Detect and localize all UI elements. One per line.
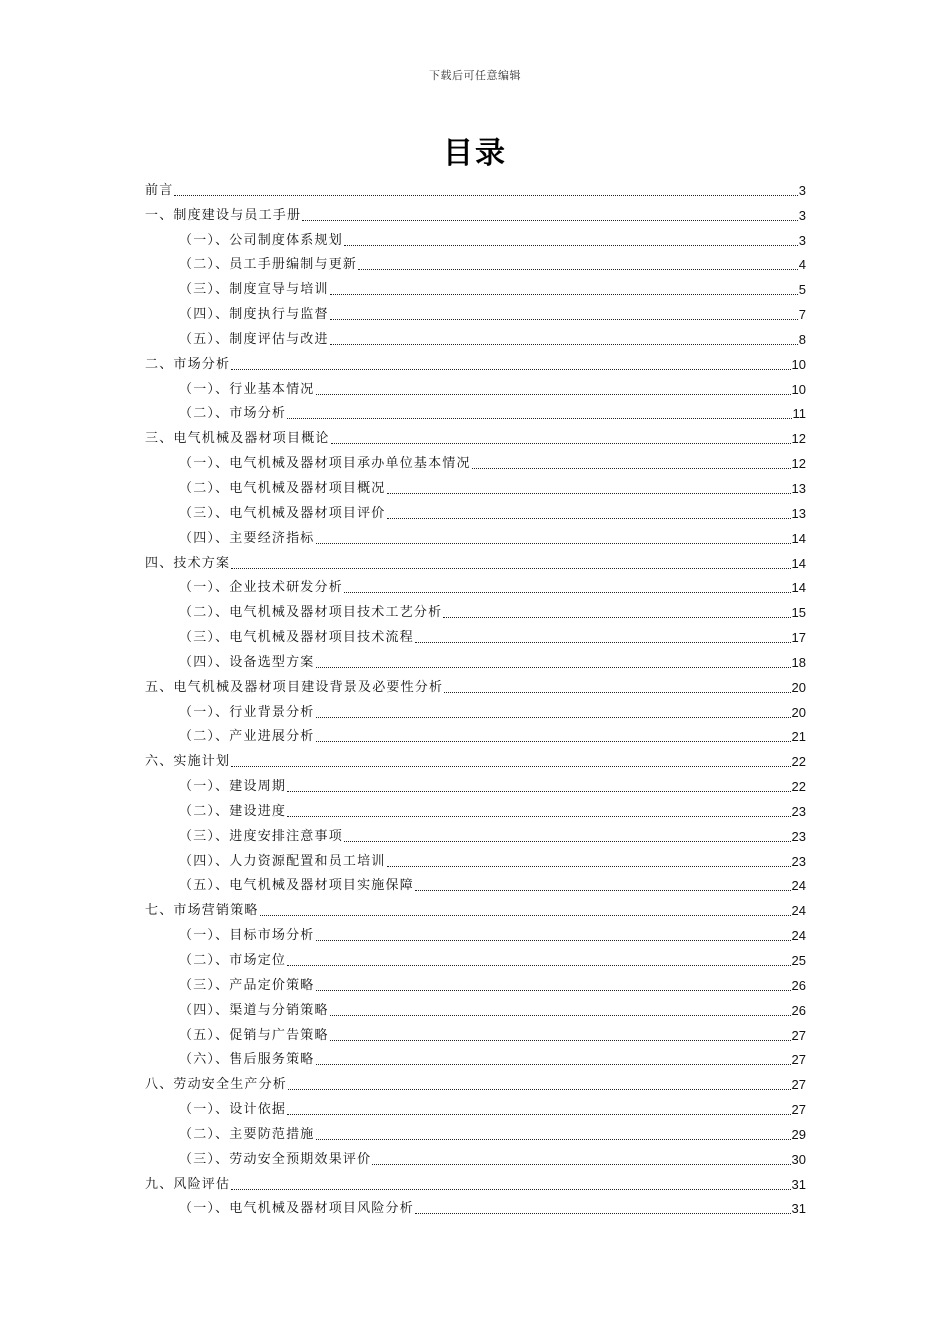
toc-entry-label: （二）、员工手册编制与更新 xyxy=(179,257,358,273)
toc-page-number: 20 xyxy=(791,679,806,695)
toc-page-number: 23 xyxy=(791,853,806,869)
toc-dot-leader xyxy=(231,1189,790,1190)
toc-entry-label: （三）、产品定价策略 xyxy=(179,977,315,993)
toc-entry-label: （四）、制度执行与监督 xyxy=(179,307,329,323)
toc-dot-leader xyxy=(444,692,790,693)
toc-dot-leader xyxy=(372,1164,790,1165)
toc-chapter-entry[interactable] xyxy=(145,746,806,771)
toc-chapter-entry[interactable] xyxy=(145,200,806,225)
toc-dot-leader xyxy=(330,1040,791,1041)
toc-chapter-entry[interactable] xyxy=(145,1069,806,1094)
toc-section-entry[interactable] xyxy=(145,995,806,1020)
toc-page-number: 12 xyxy=(791,431,806,447)
toc-dot-leader xyxy=(316,717,791,718)
toc-entry-label: 三、电气机械及器材项目概论 xyxy=(145,431,330,447)
toc-dot-leader xyxy=(472,468,791,469)
toc-entry-label: （三）、电气机械及器材项目评价 xyxy=(179,505,386,521)
toc-dot-leader xyxy=(287,965,790,966)
toc-entry-label: （一）、电气机械及器材项目风险分析 xyxy=(179,1201,414,1217)
toc-page-number: 10 xyxy=(791,356,806,372)
toc-page-number: 5 xyxy=(798,282,806,298)
toc-page-number: 29 xyxy=(791,1126,806,1142)
page-title: 目录 xyxy=(443,136,507,171)
toc-section-entry[interactable] xyxy=(145,597,806,622)
toc-dot-leader xyxy=(344,592,791,593)
toc-chapter-entry[interactable] xyxy=(145,1169,806,1194)
toc-dot-leader xyxy=(415,890,791,891)
toc-section-entry[interactable] xyxy=(145,399,806,424)
toc-entry-label: （二）、电气机械及器材项目概况 xyxy=(179,480,386,496)
toc-page-number: 21 xyxy=(791,729,806,745)
toc-page-number: 30 xyxy=(791,1151,806,1167)
toc-entry-label: （三）、电气机械及器材项目技术流程 xyxy=(179,630,414,646)
toc-section-entry[interactable] xyxy=(145,1194,806,1219)
toc-entry-label: 二、市场分析 xyxy=(145,356,231,372)
toc-section-entry[interactable] xyxy=(145,1020,806,1045)
toc-entry-label: （二）、主要防范措施 xyxy=(179,1126,315,1142)
toc-page-number: 24 xyxy=(791,903,806,919)
toc-page-number: 7 xyxy=(798,307,806,323)
toc-section-entry[interactable] xyxy=(145,945,806,970)
toc-page-number: 14 xyxy=(791,530,806,546)
toc-entry-label: （一）、设计依据 xyxy=(179,1102,287,1118)
toc-section-entry[interactable] xyxy=(145,1119,806,1144)
toc-page-number: 15 xyxy=(791,605,806,621)
toc-section-entry[interactable] xyxy=(145,274,806,299)
toc-section-entry[interactable] xyxy=(145,523,806,548)
toc-dot-leader xyxy=(287,1114,790,1115)
toc-entry-label: 四、技术方案 xyxy=(145,555,231,571)
toc-dot-leader xyxy=(316,990,791,991)
toc-section-entry[interactable] xyxy=(145,796,806,821)
toc-entry-label: 一、制度建设与员工手册 xyxy=(145,207,302,223)
toc-page-number: 24 xyxy=(791,878,806,894)
toc-dot-leader xyxy=(415,642,791,643)
toc-entry-label: （二）、建设进度 xyxy=(179,803,287,819)
toc-page-number: 18 xyxy=(791,654,806,670)
toc-dot-leader xyxy=(330,294,798,295)
toc-entry-label: （五）、电气机械及器材项目实施保障 xyxy=(179,878,414,894)
header-note: 下载后可任意编辑 xyxy=(429,69,521,82)
toc-entry-label: （一）、目标市场分析 xyxy=(179,928,315,944)
toc-dot-leader xyxy=(330,319,798,320)
toc-dot-leader xyxy=(443,617,790,618)
toc-page-number: 3 xyxy=(798,232,806,248)
toc-page-number: 24 xyxy=(791,928,806,944)
toc-entry-label: （二）、产业进展分析 xyxy=(179,729,315,745)
toc-dot-leader xyxy=(287,791,790,792)
toc-dot-leader xyxy=(316,741,791,742)
toc-dot-leader xyxy=(231,568,790,569)
toc-section-entry[interactable] xyxy=(145,771,806,796)
toc-page-number: 23 xyxy=(791,803,806,819)
toc-section-entry[interactable] xyxy=(145,448,806,473)
toc-page-number: 3 xyxy=(798,182,806,198)
toc-entry-label: （六）、售后服务策略 xyxy=(179,1052,315,1068)
toc-page-number: 14 xyxy=(791,580,806,596)
toc-entry-label: 前言 xyxy=(145,182,174,198)
toc-page-number: 13 xyxy=(791,480,806,496)
toc-section-entry[interactable] xyxy=(145,1094,806,1119)
toc-section-entry[interactable] xyxy=(145,920,806,945)
toc-entry-label: （四）、主要经济指标 xyxy=(179,530,315,546)
toc-entry-label: （二）、市场分析 xyxy=(179,406,287,422)
toc-entry-label: 六、实施计划 xyxy=(145,754,231,770)
toc-entry-label: 八、劳动安全生产分析 xyxy=(145,1077,288,1093)
toc-page-number: 10 xyxy=(791,381,806,397)
toc-page-number: 14 xyxy=(791,555,806,571)
toc-dot-leader xyxy=(288,1089,791,1090)
toc-entry-label: （五）、促销与广告策略 xyxy=(179,1027,329,1043)
toc-page-number: 20 xyxy=(791,704,806,720)
toc-entry-label: （一）、企业技术研发分析 xyxy=(179,580,343,596)
toc-section-entry[interactable] xyxy=(145,250,806,275)
toc-entry-label: （四）、渠道与分销策略 xyxy=(179,1002,329,1018)
toc-dot-leader xyxy=(330,344,798,345)
toc-page-number: 11 xyxy=(792,406,806,422)
toc-dot-leader xyxy=(231,766,790,767)
toc-section-entry[interactable] xyxy=(145,697,806,722)
toc-page-number: 27 xyxy=(791,1027,806,1043)
toc-entry-label: （三）、制度宣导与培训 xyxy=(179,282,329,298)
toc-page-number: 26 xyxy=(791,977,806,993)
toc-entry-label: （一）、建设周期 xyxy=(179,779,287,795)
toc-page-number: 17 xyxy=(791,630,806,646)
toc-section-entry[interactable] xyxy=(145,573,806,598)
toc-section-entry[interactable] xyxy=(145,970,806,995)
toc-entry-label: （二）、电气机械及器材项目技术工艺分析 xyxy=(179,605,443,621)
toc-entry-label: 七、市场营销策略 xyxy=(145,903,259,919)
toc-page-number: 12 xyxy=(791,456,806,472)
toc-page-number: 27 xyxy=(791,1102,806,1118)
toc-section-entry[interactable] xyxy=(145,299,806,324)
toc-chapter-entry[interactable] xyxy=(145,175,806,200)
toc-entry-label: （三）、劳动安全预期效果评价 xyxy=(179,1151,372,1167)
toc-chapter-entry[interactable] xyxy=(145,349,806,374)
toc-section-entry[interactable] xyxy=(145,871,806,896)
toc-dot-leader xyxy=(316,543,791,544)
toc-dot-leader xyxy=(316,394,791,395)
toc-dot-leader xyxy=(231,369,790,370)
toc-entry-label: 九、风险评估 xyxy=(145,1176,231,1192)
toc-page-number: 27 xyxy=(791,1052,806,1068)
toc-dot-leader xyxy=(287,816,790,817)
toc-entry-label: （一）、公司制度体系规划 xyxy=(179,232,343,248)
toc-dot-leader xyxy=(415,1213,791,1214)
toc-page-number: 25 xyxy=(791,953,806,968)
toc-dot-leader xyxy=(316,940,791,941)
toc-page-number: 4 xyxy=(798,257,806,273)
toc-page-number: 3 xyxy=(798,207,806,223)
toc-dot-leader xyxy=(174,195,797,196)
toc-page-number: 22 xyxy=(791,754,806,770)
toc-dot-leader xyxy=(316,1064,791,1065)
toc-dot-leader xyxy=(330,1015,791,1016)
toc-section-entry[interactable] xyxy=(145,647,806,672)
toc-entry-label: （四）、人力资源配置和员工培训 xyxy=(179,853,386,869)
toc-dot-leader xyxy=(387,866,791,867)
toc-page-number: 13 xyxy=(791,505,806,521)
toc-entry-label: 五、电气机械及器材项目建设背景及必要性分析 xyxy=(145,679,444,695)
toc-section-entry[interactable] xyxy=(145,324,806,349)
toc-entry-label: （一）、行业基本情况 xyxy=(179,381,315,397)
toc-section-entry[interactable] xyxy=(145,846,806,871)
toc-page-number: 23 xyxy=(791,828,806,844)
toc-dot-leader xyxy=(344,245,798,246)
toc-entry-label: （一）、电气机械及器材项目承办单位基本情况 xyxy=(179,456,471,472)
toc-page-number: 27 xyxy=(791,1077,806,1093)
toc-entry-label: （三）、进度安排注意事项 xyxy=(179,828,343,844)
toc-dot-leader xyxy=(358,269,798,270)
toc-page-number: 31 xyxy=(791,1176,806,1192)
toc-dot-leader xyxy=(331,443,791,444)
toc-section-entry[interactable] xyxy=(145,473,806,498)
toc-entry-label: （二）、市场定位 xyxy=(179,953,287,968)
toc-chapter-entry[interactable] xyxy=(145,895,806,920)
toc-dot-leader xyxy=(387,518,791,519)
toc-section-entry[interactable] xyxy=(145,1045,806,1070)
toc-entry-label: （四）、设备选型方案 xyxy=(179,654,315,670)
toc-entry-label: （五）、制度评估与改进 xyxy=(179,331,329,347)
toc-dot-leader xyxy=(316,667,791,668)
table-of-contents xyxy=(145,175,806,1218)
toc-dot-leader xyxy=(344,841,791,842)
toc-section-entry[interactable] xyxy=(145,622,806,647)
toc-dot-leader xyxy=(316,1139,791,1140)
toc-dot-leader xyxy=(302,220,798,221)
toc-page-number: 8 xyxy=(798,331,806,347)
toc-section-entry[interactable] xyxy=(145,821,806,846)
toc-page-number: 22 xyxy=(791,779,806,795)
toc-page-number: 31 xyxy=(791,1201,806,1217)
toc-section-entry[interactable] xyxy=(145,498,806,523)
toc-section-entry[interactable] xyxy=(145,1144,806,1169)
toc-page-number: 26 xyxy=(791,1002,806,1018)
toc-entry-label: （一）、行业背景分析 xyxy=(179,704,315,720)
toc-chapter-entry[interactable] xyxy=(145,672,806,697)
toc-chapter-entry[interactable] xyxy=(145,548,806,573)
toc-section-entry[interactable] xyxy=(145,722,806,747)
toc-dot-leader xyxy=(287,418,791,419)
toc-section-entry[interactable] xyxy=(145,374,806,399)
toc-chapter-entry[interactable] xyxy=(145,423,806,448)
toc-dot-leader xyxy=(387,493,791,494)
toc-dot-leader xyxy=(260,915,791,916)
toc-section-entry[interactable] xyxy=(145,225,806,250)
